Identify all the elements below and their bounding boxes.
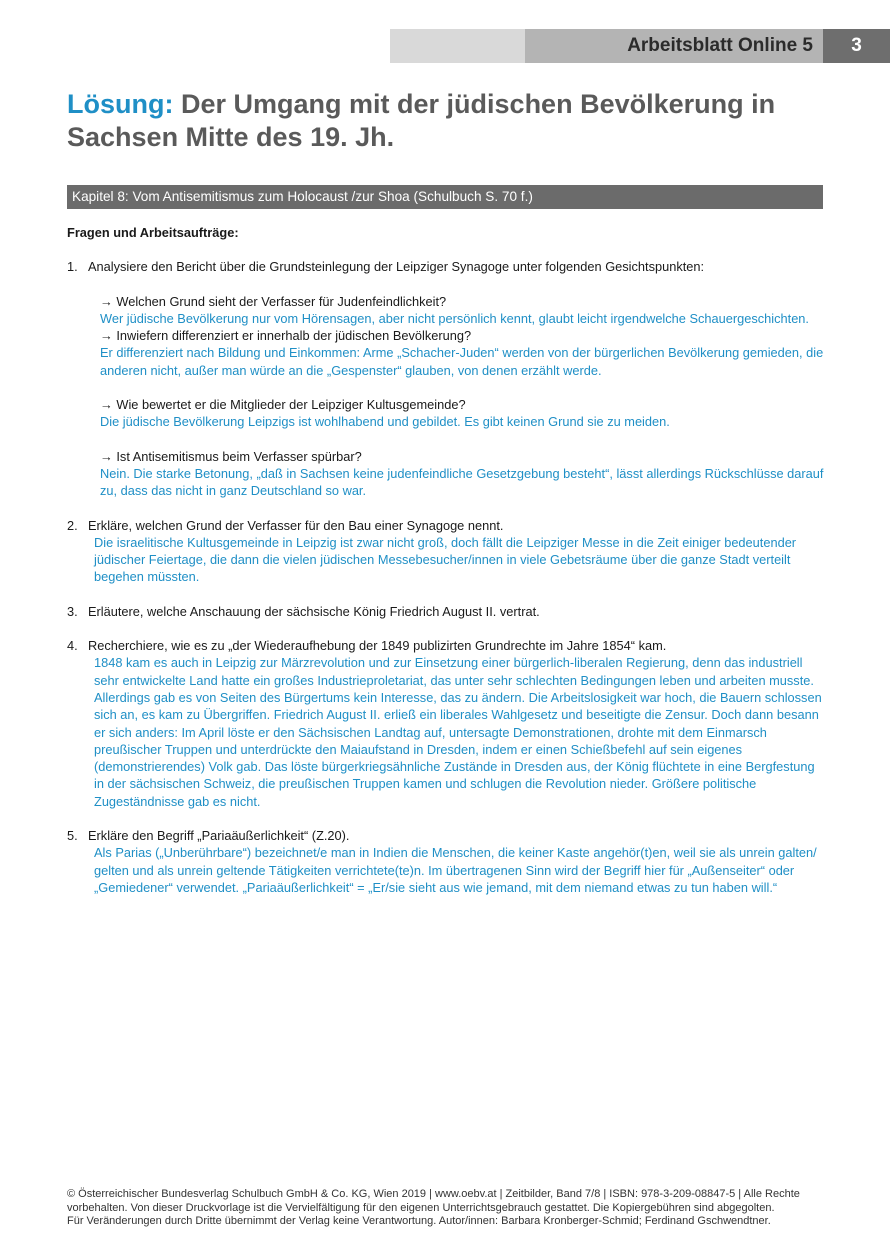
question-number: 1. (67, 259, 78, 275)
answer-text: Als Parias („Unberührbare“) bezeichnet/e man in Indien die Menschen, die keiner Kaste angehör(t)en, weil sie als unrein galten/ gelten und als unrein geltende Tätigkeiten verrichtete(te)n. Im übertragenen Sinn wird der Begriff hier für „Außenseiter“ oder „Gemiedener“ verwendet. „Pariaäußerlichkeit“ = „Er/sie sieht aus wie jemand, mit dem niemand etwas zu tun haben will.“ (94, 845, 817, 895)
answer-text: Wer jüdische Bevölkerung nur vom Hörensagen, aber nicht persönlich kennt, glaubt leicht irgendwelche Schauergeschichten. (100, 310, 809, 326)
arrow-icon: → (100, 448, 113, 464)
arrow-icon: → (100, 293, 113, 309)
page-title (67, 88, 827, 154)
header-bar (390, 29, 890, 63)
arrow-icon: → (100, 397, 113, 413)
question-3 (67, 603, 827, 620)
answer-text: Die israelitische Kultusgemeinde in Leipzig ist zwar nicht groß, doch fällt die Leipziger Messe in die Zeit einiger bedeutender jüdischer Feiertage, die dann die vielen jüdischen Messebesucher/innen in viele Gebetsräume über die ganze Stadt verteilt begehen müssten. (94, 534, 797, 585)
question-4 (67, 637, 827, 810)
footer-line-1: © Österreichischer Bundesverlag Schulbuch GmbH & Co. KG, Wien 2019 | www.oebv.at | Zeitbilder, Band 7/8 | ISBN: 978-3-209-08847-5 | Alle Rechte (67, 1188, 800, 1200)
worksheet-content (67, 224, 827, 913)
title-text: Der Umgang mit der jüdischen Bevölkerung in Sachsen Mitte des 19. Jh. (67, 89, 776, 152)
question-number: 2. (67, 517, 78, 533)
sub-question-d (88, 448, 827, 500)
header-bar-light-segment (390, 29, 525, 63)
question-5 (67, 827, 827, 896)
header-bar-label-segment (525, 29, 823, 63)
worksheet-label: Arbeitsblatt Online 5 (627, 35, 813, 56)
question-number: 3. (67, 603, 78, 619)
footer-line-3: Für Veränderungen durch Dritte übernimmt der Verlag keine Verantwortung. Autor/innen: Barbara Kronberger-Schmid; Ferdinand Gschwendtner. (67, 1215, 771, 1228)
sub-question-text: Welchen Grund sieht der Verfasser für Judenfeindlichkeit? (116, 293, 447, 309)
question-text: Recherchiere, wie es zu „der Wiederaufhebung der 1849 publizirten Grundrechte im Jahre 1854“ kam. (88, 638, 667, 654)
question-text: Erkläre den Begriff „Pariaäußerlichkeit“ (Z.20). (88, 828, 350, 844)
question-text: Analysiere den Bericht über die Grundsteinlegung der Leipziger Synagoge unter folgenden Gesichtspunkten: (88, 259, 705, 275)
page-number: 3 (823, 29, 890, 63)
footer-line-2: vorbehalten. Von dieser Druckvorlage ist die Vervielfältigung für den eigenen Unterrichtsgebrauch gestattet. Die Kopiergebühren sind abgegolten. (67, 1201, 775, 1214)
sub-question-a (88, 293, 827, 379)
question-number: 4. (67, 638, 78, 654)
answer-text: Die jüdische Bevölkerung Leipzigs ist wohlhabend und gebildet. Es gibt keinen Grund sie zu meiden. (100, 414, 670, 430)
answer-text: Nein. Die starke Betonung, „daß in Sachsen keine judenfeindliche Gesetzgebung besteht“, lässt allerdings Rückschlüsse darauf zu, dass das nicht in ganz Deutschland so war. (100, 465, 824, 499)
sub-question-text: Inwiefern differenziert er innerhalb der jüdischen Bevölkerung? (116, 328, 472, 344)
title-accent: Lösung: (67, 89, 174, 119)
question-text: Erläutere, welche Anschauung der sächsische König Friedrich August II. vertrat. (88, 603, 540, 619)
sub-question-c (88, 396, 827, 431)
answer-text: Er differenziert nach Bildung und Einkommen: Arme „Schacher-Juden“ werden von der bürgerlichen Bevölkerung gemieden, die anderen nicht, außer man würde an die „Gespenster“ glauben, von denen erzählt werde. (100, 345, 824, 378)
sub-question-text: Ist Antisemitismus beim Verfasser spürbar? (116, 448, 362, 464)
question-2 (67, 517, 827, 586)
question-text: Erkläre, welchen Grund der Verfasser für den Bau einer Synagoge nennt. (88, 517, 504, 533)
question-number: 5. (67, 828, 78, 844)
tasks-heading: Fragen und Arbeitsaufträge: (67, 225, 239, 240)
footer (67, 1188, 827, 1229)
question-1 (67, 258, 827, 499)
answer-text: 1848 kam es auch in Leipzig zur Märzrevolution und zur Einsetzung einer bürgerlich-liberalen Regierung, denn das industriell sehr entwickelte Land hatte ein großes Industrieproletariat, das unter sehr schlechten Bedingungen leben und arbeiten musste. Allerdings gab es von Seiten des Bürgertums kein Interesse, das zu ändern. Die Arbeitslosigkeit war hoch, die Bauern schlossen sich an, es kam zu Übergriffen. Friedrich August II. erließ ein liberales Wahlgesetz und beseitigte die Zensur. Doch dann besann er sich anders: Im April löste er den Sächsischen Landtag auf, untersagte Demonstrationen, drohte mit dem Einmarsch preußischer Truppen und unterdrückte den Maiaufstand in Dresden, indem er einen Schießbefehl auf sein eigenes (demonstrierendes) Volk gab. Das löste bürgerkriegsähnliche Zustände in Dresden aus, der König flüchtete in eine Bergfestung in der sächsischen Schweiz, die preußischen Truppen kamen und schlugen die Revolution nieder. Größere politische Zugeständnisse gab es nicht. (94, 655, 822, 809)
sub-question-text: Wie bewertet er die Mitglieder der Leipziger Kultusgemeinde? (116, 397, 466, 413)
chapter-bar: Kapitel 8: Vom Antisemitismus zum Holocaust /zur Shoa (Schulbuch S. 70 f.) (67, 185, 823, 209)
arrow-icon: → (100, 328, 113, 344)
